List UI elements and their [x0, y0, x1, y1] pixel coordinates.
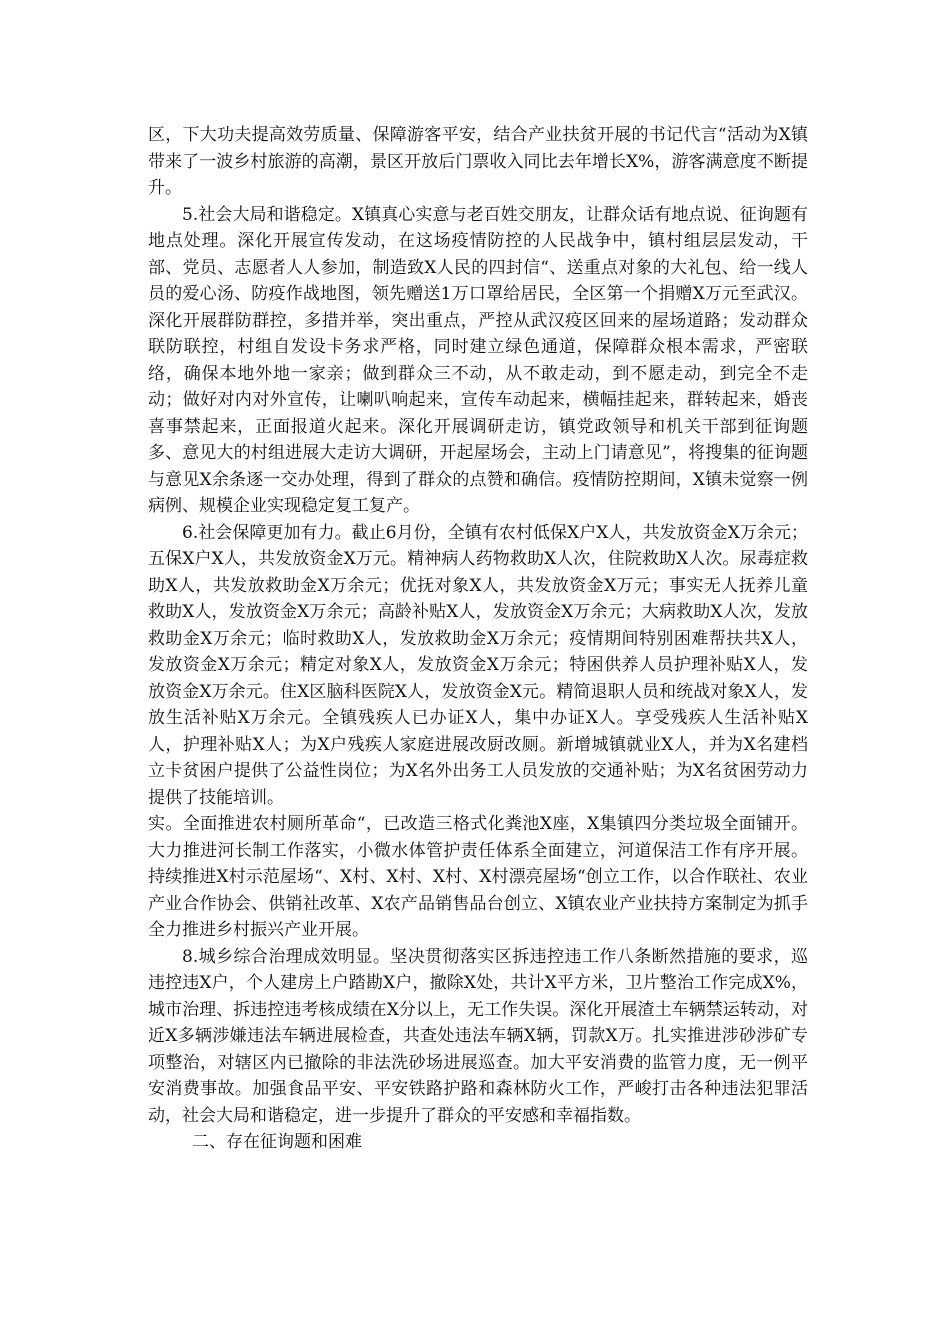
- section-heading-problems: 二、存在征询题和困难: [192, 1132, 362, 1152]
- paragraph-social-stability: 5.社会大局和谐稳定。X镇真心实意与老百姓交朋友，让群众话有地点说、征询题有地点处理。深化开展宣传发动，在这场疫情防控的人民战争中，镇村组层层发动，干部、党员、志愿者人人参加，制造致X人民的四封信“、送重点对象的大礼包、给一线人员的爱心汤、防疫作战地图，领先赠送1万口罩给居民，全区第一个捐赠X万元至武汉。深化开展群防群控，多措并举，突出重点，严控从武汉疫区回来的屋场道路；发动群众联防联控，村组自发设卡务求严格，同时建立绿色通道，保障群众根本需求，严密联络，确保本地外地一家亲；做到群众三不动，从不敢走动，到不愿走动，到完全不走动；做好对内对外宣传，让喇叭响起来，宣传车动起来，横幅挂起来，群转起来，婚丧喜事禁起来，正面报道火起来。深化开展调研走访，镇党政领导和机关干部到征询题多、意见大的村组进展大走访大调研，开起屋场会，主动上门请意见”，将搜集的征询题与意见X余条逐一交办处理，得到了群众的点赞和确信。疫情防控期间，X镇未觉察一例病例、规模企业实现稳定复工复产。: [148, 204, 808, 516]
- paragraph-rural-sanitation: 实。全面推进农村厕所革命“，已改造三格式化粪池X座，X集镇四分类垃圾全面铺开。大力推进河长制工作落实，小微水体管护责任体系全面建立，河道保洁工作有序开展。持续推进X村示范屋场“、X村、X村、X村、X村漂亮屋场“创立工作，以合作联社、农业产业合作协会、供销社改革、X农产品销售品台创立、X镇农业产业扶持方案制定为抓手全力推进乡村振兴产业开展。: [148, 814, 808, 940]
- paragraph-urban-rural-governance: 8.城乡综合治理成效明显。坚决贯彻落实区拆违控违工作八条断然措施的要求，巡违控违X户，个人建房上户踏勘X户，撤除X处，共计X平方米，卫片整治工作完成X%，城市治理、拆违控违考核成绩在X分以上，无工作失误。深化开展渣土车辆禁运转动，对近X多辆涉嫌违法车辆进展检查，共查处违法车辆X辆，罚款X万。扎实推进涉砂涉矿专项整治，对辖区内已撤除的非法洗砂场进展巡查。加大平安消费的监管力度，无一例平安消费事故。加强食品平安、平安铁路护路和森林防火工作，严峻打击各种违法犯罪活动，社会大局和谐稳定，进一步提升了群众的平安感和幸福指数。: [148, 946, 808, 1126]
- document-page: [148, 122, 808, 1156]
- paragraph-tourism-continuation: 区，下大功夫提高效劳质量、保障游客平安，结合产业扶贫开展的书记代言“活动为X镇带来了一波乡村旅游的高潮，景区开放后门票收入同比去年增长X%，游客满意度不断提升。: [148, 125, 808, 198]
- paragraph-social-security: 6.社会保障更加有力。截止6月份，全镇有农村低保X户X人，共发放资金X万余元；五保X户X人，共发放资金X万元。精神病人药物救助X人次，住院救助X人次。尿毒症救助X人，共发放救助金X万余元；优抚对象X人，共发放资金X万元；事实无人抚养儿童救助X人，发放资金X万余元；高龄补贴X人，发放资金X万余元；大病救助X人次，发放救助金X万余元；临时救助X人，发放救助金X万余元；疫情期间特别困难帮扶共X人，发放资金X万余元；精定对象X人，发放资金X万余元；特困供养人员护理补贴X人，发放资金X万余元。住X区脑科医院X人，发放资金X元。精简退职人员和统战对象X人，发放生活补贴X万余元。全镇残疾人已办证X人，集中办证X人。享受残疾人生活补贴X人，护理补贴X人；为X户残疾人家庭进展改厨改厕。新增城镇就业X人，并为X名建档立卡贫困户提供了公益性岗位；为X名外出务工人员发放的交通补贴；为X名贫困劳动力提供了技能培训。: [148, 522, 808, 808]
